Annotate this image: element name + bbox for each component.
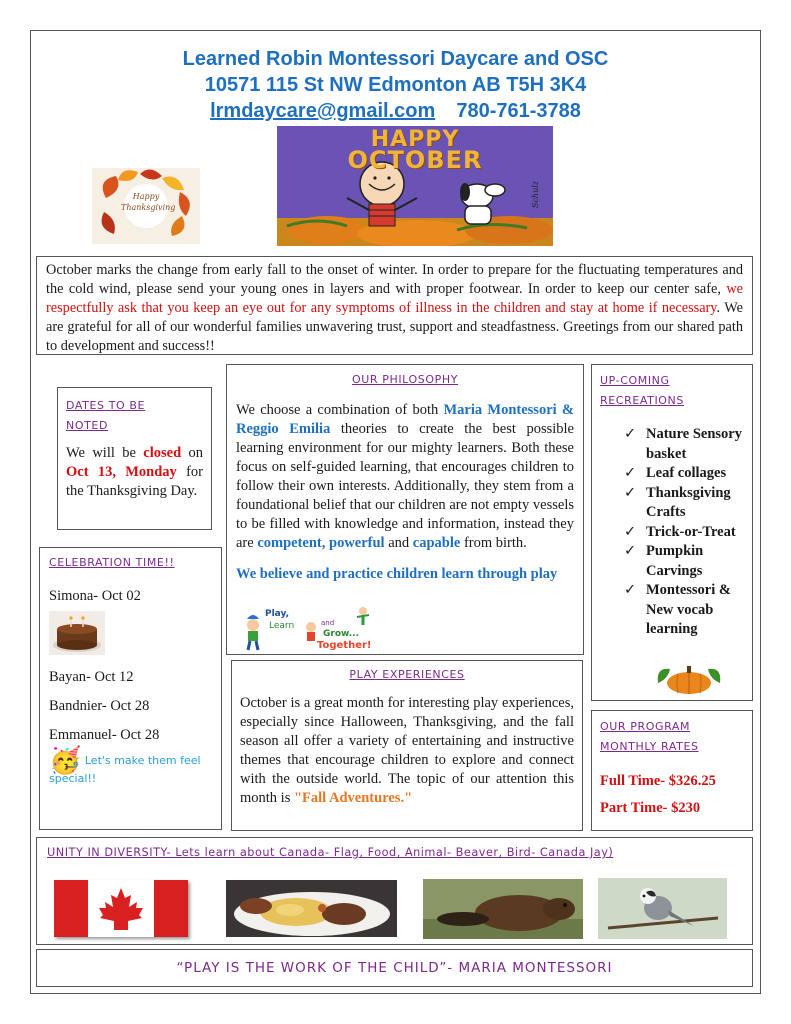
header — [40, 46, 751, 124]
closed-label: closed — [143, 445, 182, 461]
dates-title: DATES TO BE NOTED — [66, 399, 146, 432]
banner-october: OCTOBER — [347, 146, 483, 174]
play-box — [231, 660, 583, 831]
recreations-title: UP-COMING RECREATIONS — [600, 374, 684, 407]
birthday-bayan: Bayan- Oct 12 — [49, 669, 134, 685]
recreations-list — [624, 425, 744, 640]
celebration-title: CELEBRATION TIME!! — [49, 556, 175, 569]
beaver-image — [423, 879, 583, 939]
recreation-item: ✓ Leaf collages — [624, 464, 744, 484]
badge-line-1: Happy — [132, 192, 160, 201]
banner-happy: HAPPY — [370, 127, 460, 152]
check-icon: ✓ — [624, 582, 637, 598]
beaver-icon — [423, 879, 583, 939]
rate-full-time: Full Time- $326.25 — [600, 773, 716, 789]
recreation-item: ✓ Thanksgiving Crafts — [624, 484, 731, 520]
maple-leaf-icon — [54, 880, 188, 937]
recreation-item: ✓ Trick-or-Treat — [624, 523, 744, 543]
logo-together: Together! — [317, 640, 372, 651]
philosophy-believe: We believe and practice children learn through play — [236, 566, 558, 582]
montessori-quote: “PLAY IS THE WORK OF THE CHILD”- MARIA MONTESSORI — [176, 960, 613, 976]
daycare-name: Learned Robin Montessori Daycare and OSC — [182, 48, 609, 70]
recreation-item: ✓ Nature Sensory basket — [624, 426, 742, 462]
canada-jay-image — [598, 878, 727, 939]
philosophy-text: We choose a combination of both Maria Montessori & Reggio Emilia theories to create the best possible learning environment for our mighty learners. Both these focus on self-guided learning, that encourages children to follow their own interests. Additionally, they stem from a foundational belief that our children are not empty vessels to be filled with knowledge and information, instead they are competent, powerful and capable from birth. — [236, 402, 574, 551]
banner-signature: Schulz — [530, 180, 540, 209]
closed-date: Oct 13, Monday — [66, 464, 177, 480]
intro-illness-notice: we respectfully ask that you keep an eye out for any symptoms of illness in the children and stay at home if necessary — [46, 281, 743, 316]
philosophy-box — [226, 364, 584, 655]
birthday-simona: Simona- Oct 02 — [49, 588, 141, 604]
badge-line-2: Thanksgiving — [121, 203, 176, 212]
bird-icon — [598, 878, 727, 939]
play-title: PLAY EXPERIENCES — [349, 668, 465, 681]
play-learn-grow-logo — [239, 603, 389, 653]
party-face-icon: 🥳 — [49, 746, 82, 776]
philosophy-names: Maria Montessori & Reggio Emilia — [236, 402, 574, 437]
celebration-box — [39, 547, 222, 830]
happy-october-banner — [277, 126, 553, 246]
pumpkin-leaves-icon — [654, 657, 724, 695]
recreations-box — [591, 364, 753, 701]
philosophy-capable: capable — [412, 535, 461, 551]
unity-title: UNITY IN DIVERSITY- Lets learn about Canada- Flag, Food, Animal- Beaver, Bird- Canada Jay) — [47, 846, 614, 859]
recreation-item: ✓ Montessori & New vocab learning — [624, 582, 731, 637]
logo-grow: Grow... — [323, 629, 360, 639]
thanksgiving-badge-image — [92, 168, 200, 244]
canadian-food-image — [226, 880, 397, 937]
play-text: October is a great month for interesting play experiences, especially since Halloween, Thanksgiving, and the fall season all offer a variety of entertaining and instructive themes that encourage children to explore and connect with the outside world. The topic of our attention this month is "Fall Adventures." — [240, 695, 574, 806]
philosophy-traits: competent, powerful — [257, 535, 385, 551]
email-link[interactable]: lrmdaycare@gmail.com — [210, 100, 436, 122]
rate-part-time: Part Time- $230 — [600, 800, 701, 816]
check-icon: ✓ — [624, 465, 637, 481]
daycare-address: 10571 115 St NW Edmonton AB T5H 3K4 — [204, 74, 587, 96]
phone-number: 780-761-3788 — [456, 100, 581, 122]
dates-text: We will be closed on Oct 13, Monday for the Thanksgiving Day. — [66, 445, 203, 499]
contact-line — [40, 98, 751, 124]
birthday-cake-icon — [49, 611, 105, 655]
play-topic: "Fall Adventures." — [293, 790, 413, 806]
quote-box — [36, 949, 753, 987]
check-icon: ✓ — [624, 543, 637, 559]
rates-title: OUR PROGRAM MONTHLY RATES — [600, 720, 699, 753]
check-icon: ✓ — [624, 426, 637, 442]
intro-box — [36, 256, 753, 355]
intro-text: October marks the change from early fall to the onset of winter. In order to prepare for the fluctuating temperatures and the cold wind, please send your young ones in layers and with proper footwear. In order to keep our center safe, we respectfully ask that you keep an eye out for any symptoms of illness in the children and stay at home if necessary. We are grateful for all of our wonderful families unwavering trust, support and steadfastness. Greetings from our shared path to development and success!! — [46, 262, 743, 354]
canada-flag-image — [54, 880, 188, 937]
recreation-item: ✓ Pumpkin Carvings — [624, 543, 704, 579]
check-icon: ✓ — [624, 523, 637, 540]
check-icon: ✓ — [624, 484, 637, 501]
birthday-bandnier: Bandnier- Oct 28 — [49, 698, 150, 714]
logo-and: and — [321, 619, 335, 627]
birthday-emmanuel: Emmanuel- Oct 28 — [49, 727, 160, 743]
poutine-plate-icon — [226, 880, 397, 937]
rates-box — [591, 710, 753, 831]
logo-play: Play, — [265, 609, 290, 619]
dates-box — [57, 387, 212, 530]
celebration-note: 🥳 Let's make them feel special!! — [49, 746, 201, 785]
philosophy-title: OUR PHILOSOPHY — [351, 373, 459, 386]
logo-learn: Learn — [269, 621, 295, 631]
